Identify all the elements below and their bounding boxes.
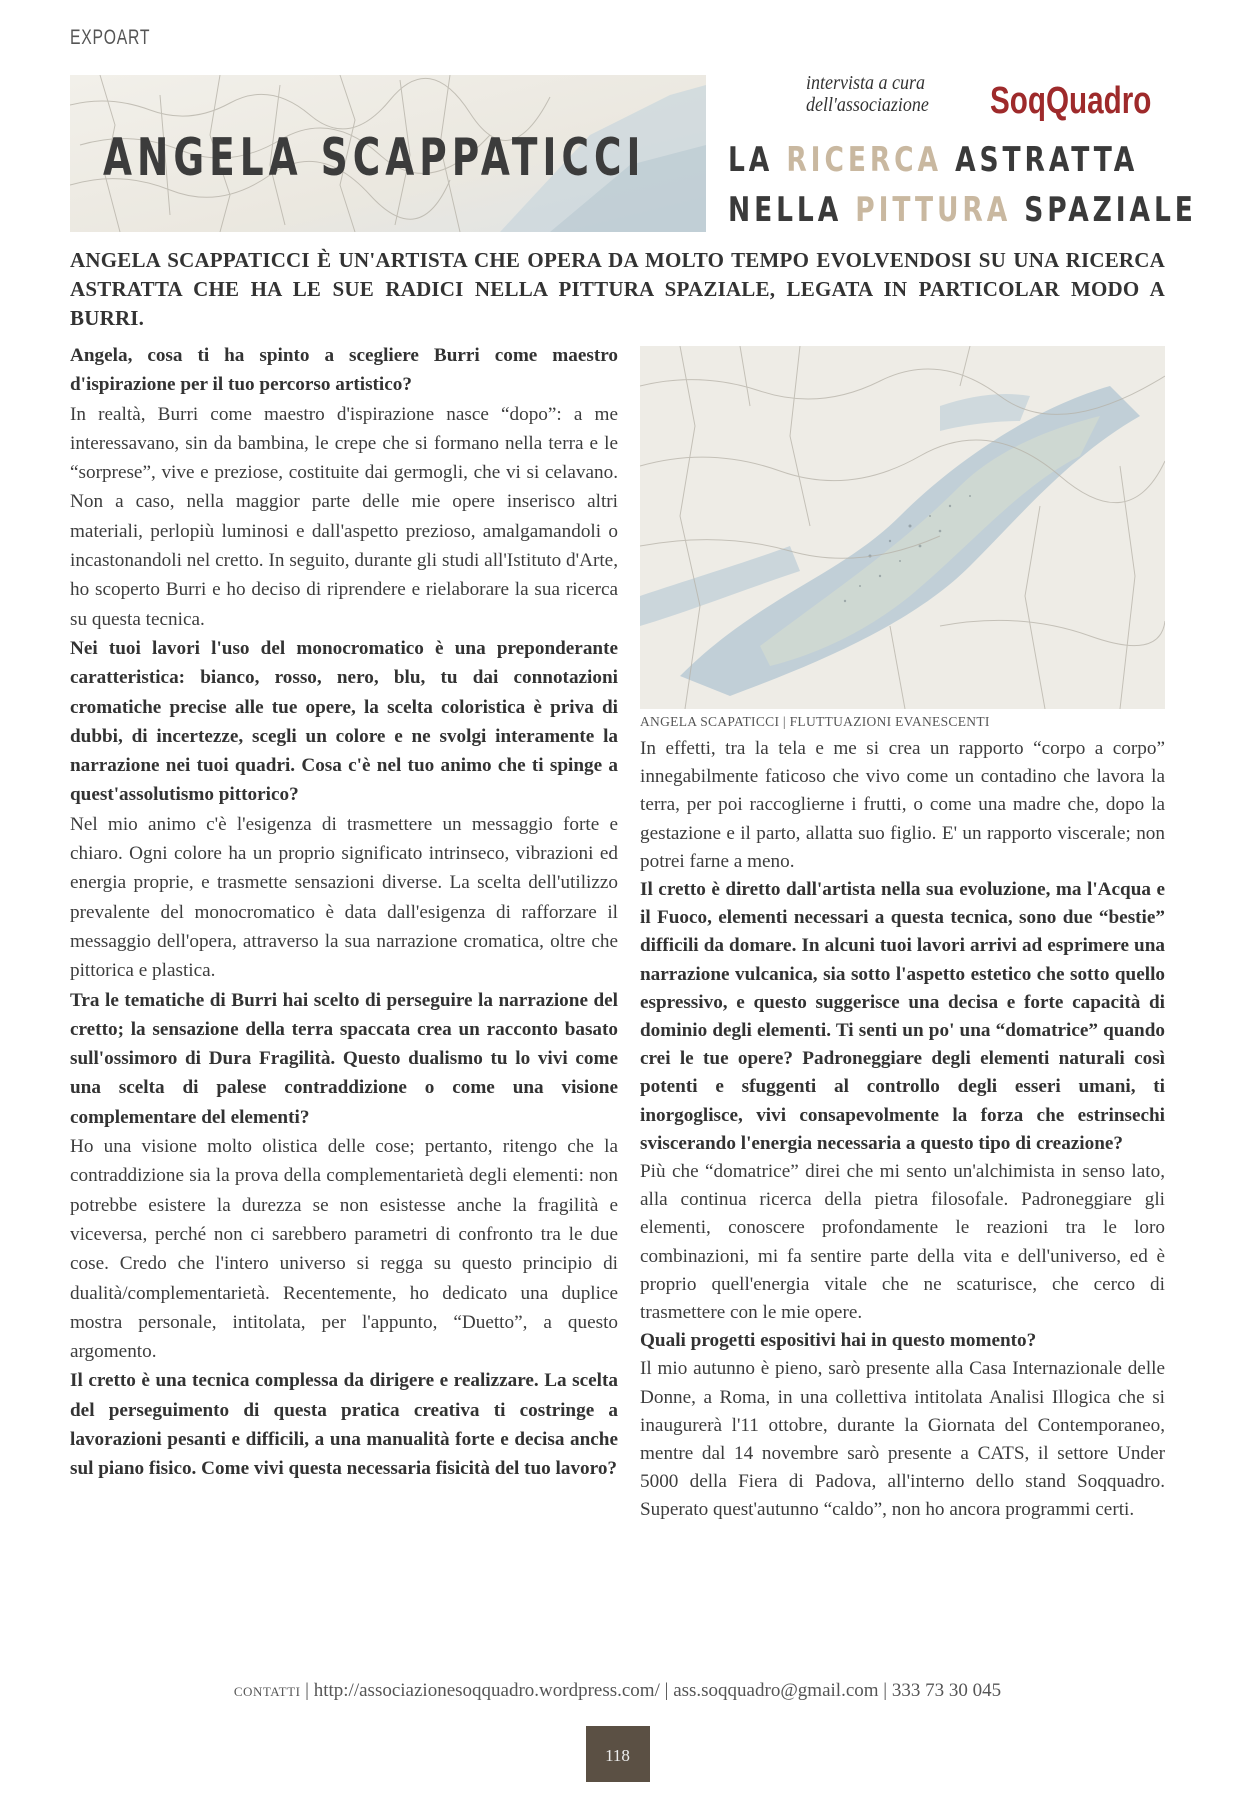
interview-answer: Il mio autunno è pieno, sarò presente alla Casa Internazionale delle Donne, a Roma, in una collettiva intitolata Analisi Illogica che si inaugurerà l'11 ottobre, durante la Giornata del Contemporaneo, mentre dal 14 novembre sarò presente a CATS, il settore Under 5000 della Fiera di Padova, all'interno dello stand Soqquadro. Superato quest'autunno “caldo”, non ho ancora programmi certi. xyxy=(640,1358,1165,1521)
interview-answer: Nel mio animo c'è l'esigenza di trasmettere un messaggio forte e chiaro. Ogni colore ha un proprio significato intrinseco, vibrazioni ed energia proprie, e trasmette sensazioni diverse. La scelta dell'utilizzo prevalente del monocromatico è data dall'esigenza di rafforzare il messaggio dell'opera, attraverso la sua narrazione cromatica, oltre che pittorica e plastica. xyxy=(70,813,618,982)
section-label: EXPOART xyxy=(70,26,151,49)
subtitle-line-1 xyxy=(728,140,1138,180)
interview-answer: In effetti, tra la tela e me si crea un rapporto “corpo a corpo” innegabilmente faticoso che vivo come un contadino che lavora la terra, per poi raccoglierne i frutti, o come una madre che, dopo la gestazione e il parto, allatta suo figlio. E' un rapporto viscerale; non potrei farne a meno. xyxy=(640,738,1165,872)
interview-answer: Più che “domatrice” direi che mi sento un'alchimista in senso lato, alla continua ricerca della pietra filosofale. Padroneggiare gli elementi, conoscere profondamente le reazioni tra le loro combinazioni, mi fa sentire parte della vita e dell'universo, ed è proprio quell'energia vitale che ne scaturisce, che cerco di trasmettere con le mie opere. xyxy=(640,1161,1165,1324)
image-caption: ANGELA SCAPATICCI | FLUTTUAZIONI EVANESCENTI xyxy=(640,714,990,729)
article-columns xyxy=(70,341,1165,1649)
interview-question: Il cretto è una tecnica complessa da dirigere e realizzare. La scelta del perseguimento di questa pratica creativa ti costringe a lavorazioni pesanti e difficili, a una manualità forte e decisa anche sul piano fisico. Come vivi questa necessaria fisicità del tuo lavoro? xyxy=(70,1370,618,1480)
artwork-image-fluttuazioni-evanescenti xyxy=(640,346,1165,709)
soqquadro-logo: SoqQuadro xyxy=(990,80,1152,122)
interview-question: Angela, cosa ti ha spinto a scegliere Burri come maestro d'ispirazione per il tuo percorso artistico? xyxy=(70,345,618,396)
interview-answer: In realtà, Burri come maestro d'ispirazione nasce “dopo”: a me interessavano, sin da bambina, le crepe che si formano nella terra e le “sorprese”, vive e preziose, costituite dai germogli, che vi si celavano. Non a caso, nella maggior parte delle mie opere inserisco altri materiali, perlopiù luminosi e dall'aspetto prezioso, amalgamandoli o incastonandoli nel cretto. In seguito, durante gli studi all'Istituto d'Arte, ho scoperto Burri e ho deciso di riprendere e rielaborare la sua ricerca su questa tecnica. xyxy=(70,403,618,630)
contacts-label: CONTATTI xyxy=(233,1684,301,1699)
left-column xyxy=(70,341,618,1484)
phone-number: 333 73 30 045 xyxy=(891,1680,1002,1701)
credit-line-2: dell'associazione xyxy=(806,94,929,116)
separator: | xyxy=(305,1680,309,1701)
subtitle-word: NELLA xyxy=(728,190,843,230)
credit-line-1: intervista a cura xyxy=(806,72,925,94)
subtitle-line-2 xyxy=(728,190,1197,230)
subtitle-highlight-word: RICERCA xyxy=(786,140,942,180)
lead-paragraph: ANGELA SCAPPATICCI È UN'ARTISTA CHE OPERA DA MOLTO TEMPO EVOLVENDOSI SU UNA RICERCA ASTRATTA CHE HA LE SUE RADICI NELLA PITTURA SPAZIALE, LEGATA IN PARTICOLAR MODO A BURRI. xyxy=(70,248,1165,330)
website-link[interactable]: http://associazionesoqquadro.wordpress.com/ xyxy=(313,1680,660,1701)
subtitle-word: ASTRATTA xyxy=(955,140,1139,180)
article-title: ANGELA SCAPPATICCI xyxy=(103,128,646,188)
email-link[interactable]: ass.soqquadro@gmail.com xyxy=(673,1680,879,1701)
subtitle-word: SPAZIALE xyxy=(1024,190,1197,230)
interview-question: Tra le tematiche di Burri hai scelto di perseguire la narrazione del cretto; la sensazione della terra spaccata crea un racconto basato sull'ossimoro di Dura Fragilità. Questo dualismo tu lo vivi come una scelta di palese contraddizione o come una visione complementare del elementi? xyxy=(70,989,618,1128)
separator: | xyxy=(664,1680,669,1701)
interview-question: Nei tuoi lavori l'uso del monocromatico è una preponderante caratteristica: bianco, rosso, nero, blu, tu dai connotazioni cromatiche precise alle tue opere, la scelta coloristica è priva di dubbi, di incertezze, scegli un colore e ne svolgi interamente la narrazione nei tuoi quadri. Cosa c'è nel tuo animo che ti spinge a quest'assolutismo pittorico? xyxy=(70,637,618,806)
interview-answer: Ho una visione molto olistica delle cose; pertanto, ritengo che la contraddizione sia la prova della complementarietà degli elementi: non potrebbe esistere la durezza se non esistesse anche la fragilità e viceversa, perché non ci sarebbero parametri di confronto tra le due cose. Credo che l'intero universo si regga su questo principio di dualità/complementarietà. Recentemente, ho dedicato una duplice mostra personale, intitolata, per l'appunto, “Duetto”, a questo argomento. xyxy=(70,1136,618,1363)
interview-question: Il cretto è diretto dall'artista nella sua evoluzione, ma l'Acqua e il Fuoco, elementi necessari a questa tecnica, sono due “bestie” difficili da domare. In alcuni tuoi lavori arrivi ad esprimere una narrazione vulcanica, sia sotto l'aspetto estetico che sotto quello espressivo, e questo suggerisce una decisa e forte capacità di dominio degli elementi. Ti senti un po' una “domatrice” quando crei le tue opere? Padroneggiare degli elementi naturali così potenti e sfuggenti al controllo degli esseri umani, ti inorgoglisce, vivi consapevolmente la forza che estrinsechi sviscerando l'energia necessaria a questo tipo di creazione? xyxy=(640,879,1165,1154)
interview-credit xyxy=(806,72,929,116)
separator: | xyxy=(883,1680,888,1701)
page-number: 118 xyxy=(586,1726,650,1782)
contacts-footer xyxy=(70,1679,1165,1704)
subtitle-word: LA xyxy=(728,140,774,180)
article-body xyxy=(70,246,1165,1802)
right-column-wrapper xyxy=(640,341,1165,1525)
interview-question: Quali progetti espositivi hai in questo momento? xyxy=(640,1330,1037,1352)
subtitle-highlight-word: PITTURA xyxy=(855,190,1012,230)
right-column xyxy=(640,735,1165,1525)
